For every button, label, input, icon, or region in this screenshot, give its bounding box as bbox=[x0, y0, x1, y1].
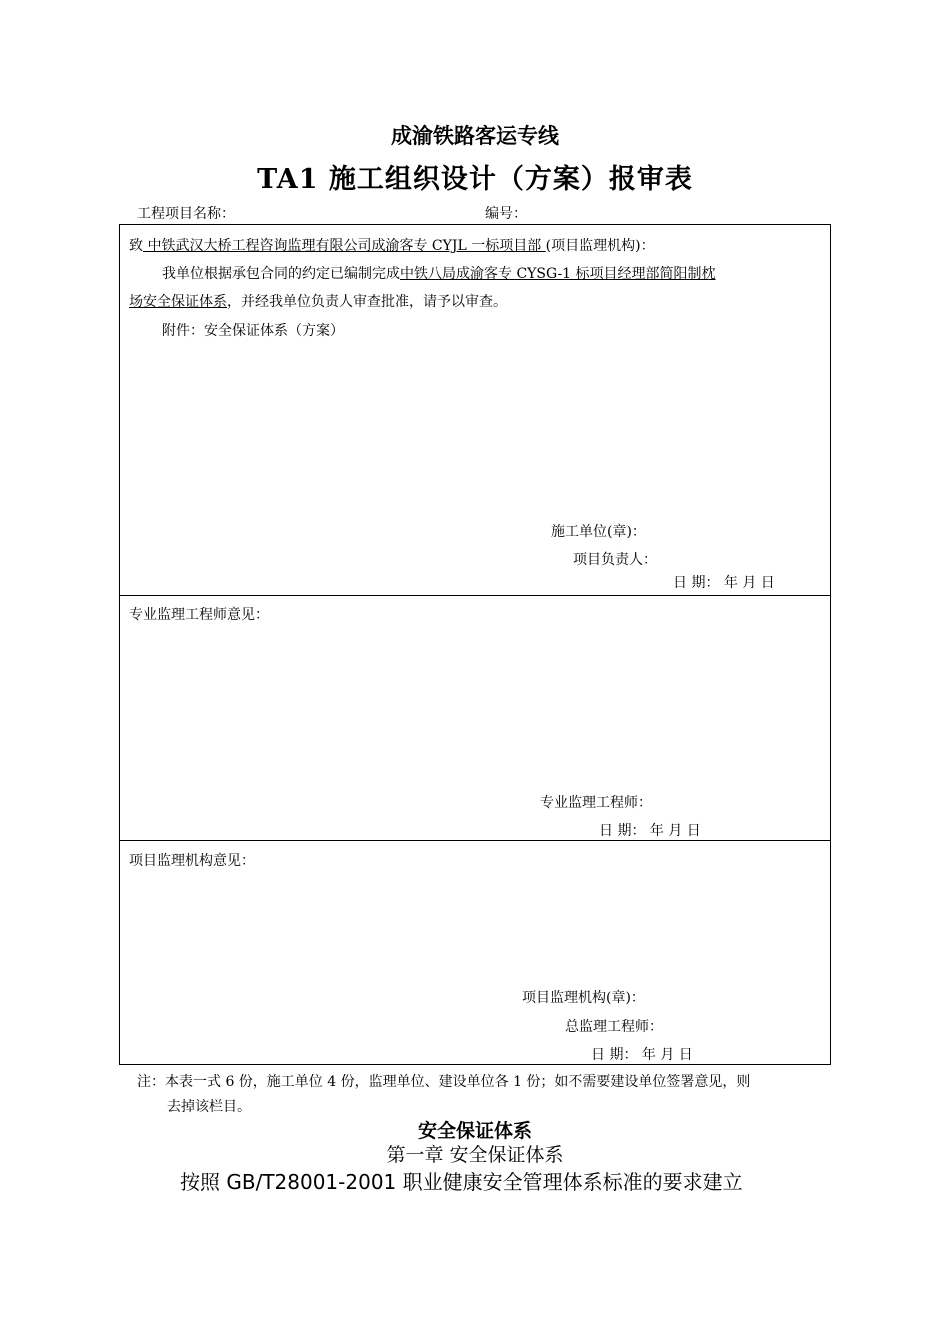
project-manager-label: 项目负责人： bbox=[573, 552, 657, 568]
supervision-date-label: 日 期： 年 月 日 bbox=[591, 1047, 693, 1063]
addressee-suffix: (项目监理机构)： bbox=[545, 238, 655, 254]
body-prefix: 我单位根据承包合同的约定已编制完成 bbox=[162, 266, 400, 282]
engineer-opinion-heading: 专业监理工程师意见： bbox=[129, 607, 269, 623]
attachment-line: 附件：安全保证体系（方案） bbox=[162, 323, 344, 339]
project-name-label: 工程项目名称： bbox=[137, 206, 235, 222]
submission-date-label: 日 期： 年 月 日 bbox=[673, 575, 775, 591]
engineer-opinion-section bbox=[120, 596, 830, 841]
supervision-opinion-heading: 项目监理机构意见： bbox=[129, 853, 255, 869]
form-note-line2: 去掉该栏目。 bbox=[167, 1099, 251, 1115]
addressee-prefix: 致 bbox=[129, 238, 143, 254]
section-heading: 安全保证体系 bbox=[417, 1120, 532, 1142]
body-text: 按照 GB/T28001-2001 职业健康安全管理体系标准的要求建立 bbox=[180, 1170, 743, 1194]
document-title-line: 成渝铁路客运专线 bbox=[391, 123, 559, 148]
form-title: TA1 施工组织设计（方案）报审表 bbox=[257, 164, 693, 195]
submission-body-line2 bbox=[129, 291, 507, 311]
engineer-date-label: 日 期： 年 月 日 bbox=[599, 823, 701, 839]
plan-name-part1: 中铁八局成渝客专 CYSG-1 标项目经理部简阳制枕 bbox=[400, 266, 716, 282]
approval-form-table bbox=[119, 224, 831, 1065]
chapter-heading: 第一章 安全保证体系 bbox=[386, 1144, 564, 1166]
addressee-organization: 中铁武汉大桥工程咨询监理有限公司成渝客专 CYJL 一标项目部 bbox=[143, 238, 546, 254]
supervision-opinion-section bbox=[120, 841, 830, 1064]
construction-unit-label: 施工单位(章)： bbox=[551, 524, 646, 540]
plan-name-part2: 场安全保证体系 bbox=[129, 294, 227, 310]
engineer-signature-label: 专业监理工程师： bbox=[540, 795, 652, 811]
submission-body-line1 bbox=[162, 263, 716, 283]
number-label: 编号： bbox=[485, 206, 527, 222]
submission-section bbox=[120, 225, 830, 596]
addressee-line bbox=[129, 235, 655, 255]
form-note-line1: 注：本表一式 6 份，施工单位 4 份，监理单位、建设单位各 1 份；如不需要建设单位签署意见，则 bbox=[137, 1074, 751, 1090]
body-suffix: ，并经我单位负责人审查批准，请予以审查。 bbox=[227, 294, 507, 310]
chief-engineer-label: 总监理工程师： bbox=[565, 1019, 663, 1035]
supervision-org-label: 项目监理机构(章)： bbox=[522, 990, 645, 1006]
